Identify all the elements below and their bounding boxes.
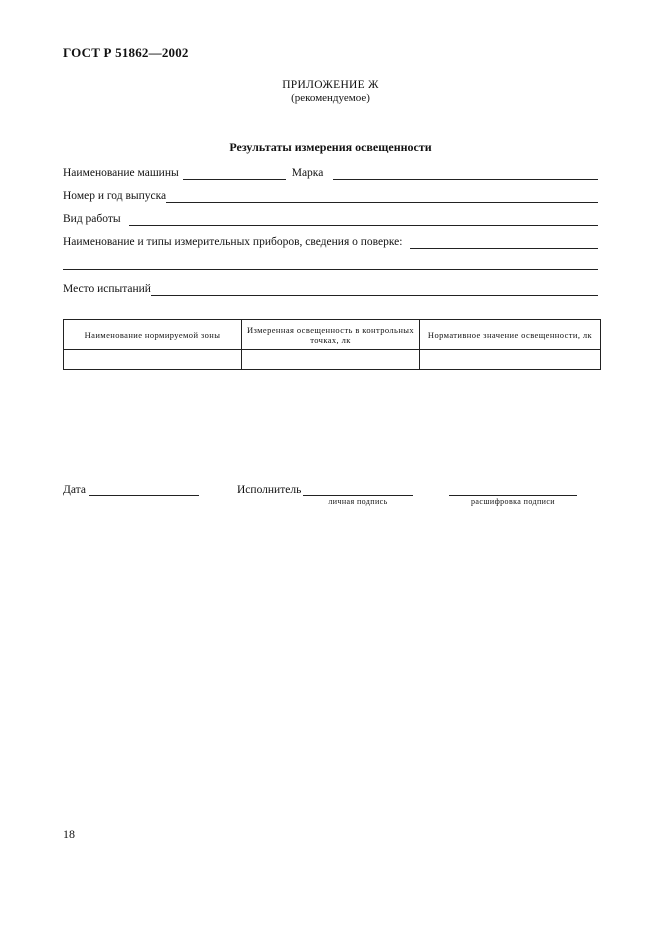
instruments-row [63,233,598,249]
brand-blank[interactable] [333,168,598,180]
number-year-label: Номер и год выпуска [63,190,167,202]
date-label: Дата [63,484,86,496]
work-type-blank[interactable] [129,214,598,226]
table-cell-measured[interactable] [242,350,420,370]
signature-decoding-caption: расшифровка подписи [471,497,555,506]
work-type-label: Вид работы [63,213,121,225]
column-header-zone: Наименование нормируемой зоны [64,320,242,350]
number-year-blank[interactable] [166,191,598,203]
column-header-measured: Измеренная освещенность в контрольных точках, лк [242,320,420,350]
machine-name-label: Наименование машины [63,167,179,179]
table-cell-normative[interactable] [420,350,601,370]
instruments-label: Наименование и типы измерительных приборов, сведения о поверке: [63,236,403,248]
test-place-row [63,280,598,296]
column-header-normative: Нормативное значение освещенности, лк [420,320,601,350]
appendix-title: ПРИЛОЖЕНИЕ Ж [282,79,379,91]
personal-signature-blank[interactable] [303,485,413,496]
instruments-blank[interactable] [410,237,598,249]
machine-name-blank[interactable] [183,168,286,180]
table-cell-zone[interactable] [64,350,242,370]
table-header-row [64,320,601,350]
test-place-label: Место испытаний [63,283,151,295]
appendix-subtitle: (рекомендуемое) [291,92,370,104]
date-blank[interactable] [89,485,199,496]
machine-name-row [63,164,598,180]
personal-signature-caption: личная подпись [328,497,388,506]
signature-decoding-blank[interactable] [449,485,577,496]
table-row [64,350,601,370]
test-place-blank[interactable] [151,284,598,296]
instruments-continuation-blank[interactable] [63,269,598,270]
results-table [63,319,601,370]
standard-code: ГОСТ Р 51862—2002 [63,45,189,60]
work-type-row [63,210,598,226]
brand-label: Марка [291,167,324,179]
executor-label: Исполнитель [237,484,302,496]
page-number: 18 [63,827,75,841]
number-year-row [63,187,598,203]
form-title: Результаты измерения освещенности [229,140,432,154]
